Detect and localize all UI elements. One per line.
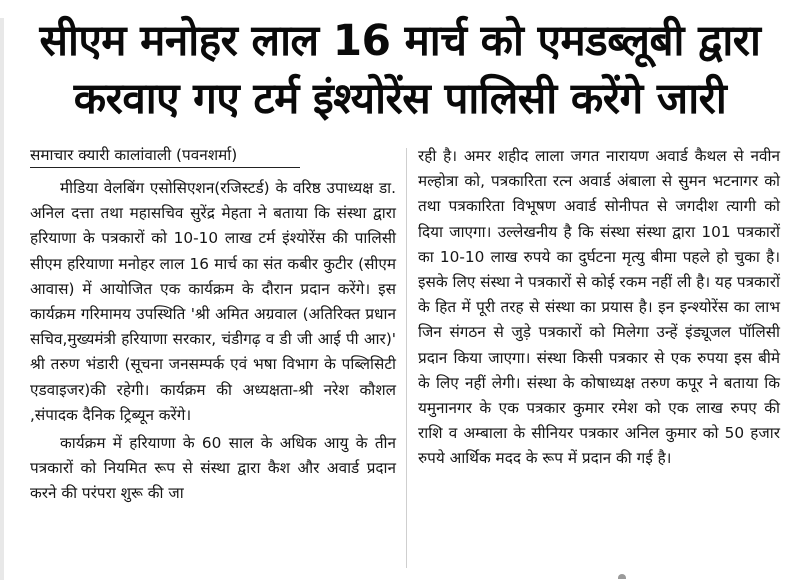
page-mark [618,574,626,579]
right-column [418,144,780,472]
left-paragraph-1: मीडिया वेलबिंग एसोसिएशन(रजिस्टर्ड) के वरिष्ठ उपाध्यक्ष डा. अनिल दत्ता तथा महासचिव सुरेंद्र मेहता ने बताया कि संस्था द्वारा हरियाणा के पत्रकारों को 10-10 लाख टर्म इंश्योरेंस की पालिसी सीएम हरियाणा मनोहर लाल 16 मार्च का संत कबीर कुटीर (सीएम आवास) में आयोजित एक कार्यक्रम के दौरान प्रदान करेंगे। इस कार्यक्रम गरिमामय उपस्थिति 'श्री अमित अग्रवाल (अतिरिक्त प्रधान सचिव,मुख्यमंत्री हरियाणा सरकार, चंडीगढ़ व डी जी आई पी आर)' श्री तरुण भंडारी (सूचना जनसम्पर्क एवं भषा विभाग के पब्लिसिटी एडवाइजर)की रहेगी। कार्यक्रम की अध्यक्षता-श्री नरेश कौशल ,संपादक दैनिक ट्रिब्यून करेंगे। [30,179,396,424]
headline-line-1: सीएम मनोहर लाल 16 मार्च को एमडब्लूबी द्वारा [39,16,761,66]
column-divider [406,148,407,568]
article-body [30,144,780,574]
byline: समाचार क्यारी कालांवाली (पवनशर्मा) [30,144,300,168]
headline-line-2: करवाए गए टर्म इंश्योरेंस पालिसी करेंगे जारी [73,74,727,124]
left-paragraph-2: कार्यक्रम में हरियाणा के 60 साल के अधिक आयु के तीन पत्रकारों को नियमित रूप से संस्था द्वारा कैश और अवार्ड प्रदान करने की परंपरा शुरू की जा [30,434,396,503]
left-column [30,144,396,510]
page-edge-rule [0,18,4,580]
headline [24,12,776,128]
right-paragraph-1: रही है। अमर शहीद लाला जगत नारायण अवार्ड कैथल से नवीन मल्होत्रा को, पत्रकारिता रत्न अवार्ड अंबाला से सुमन भटनागर को तथा पत्रकारिता विभूषण अवार्ड सोनीपत से जगदीश त्यागी को दिया जाएगा। उल्लेखनीय है कि संस्था संस्था द्वारा 101 पत्रकारों का 10-10 लाख रुपये का दुर्घटना मृत्यु बीमा पहले हो चुका है। इसके लिए संस्था ने पत्रकारों से कोई रकम नहीं ली है। यह पत्रकारों के हित में पूरी तरह से संस्था का प्रयास है। इन इन्श्योरेंस का लाभ जिन संगठन से जुड़े पत्रकारों को मिलेगा उन्हें इंड्यूजल पॉलिसी प्रदान किया जाएगा। संस्था किसी पत्रकार से एक रुपया इस बीमे के लिए नहीं लेगी। संस्था के कोषाध्यक्ष तरुण कपूर ने बताया कि यमुनानगर के एक पत्रकार कुमार रमेश को एक लाख रुपए की राशि व अम्बाला के सीनियर पत्रकार अनिल कुमार को 50 हजार रुपये आर्थिक मदद के रूप में प्रदान की गई है। [418,147,780,468]
